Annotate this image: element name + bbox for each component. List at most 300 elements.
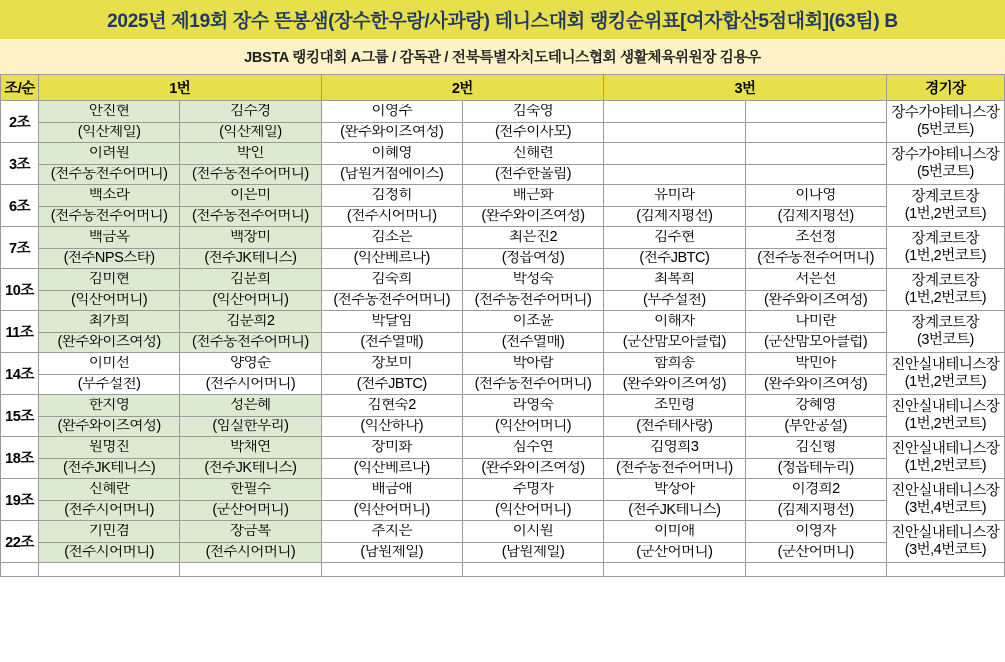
player-name-cell (745, 353, 886, 375)
player-name: 김수경 (230, 103, 271, 119)
player-name-cell (180, 521, 321, 543)
player-name: 박채연 (230, 439, 271, 455)
player-name-cell (604, 437, 745, 459)
player-name-cell (38, 437, 179, 459)
player-club: (정읍테누리) (777, 460, 854, 476)
player-name: 박민아 (795, 355, 836, 371)
court-venue: 장수가야테니스장 (891, 146, 1000, 163)
table-row (1, 395, 1005, 417)
court-venue: 진안실내테니스장 (891, 482, 1000, 499)
player-club-cell (745, 543, 886, 563)
player-name: 백금옥 (88, 229, 130, 245)
court-cell (886, 521, 1004, 563)
player-club-cell (180, 459, 321, 479)
player-club: (익산어머니) (353, 502, 430, 518)
player-name-cell (180, 269, 321, 291)
player-name-cell (38, 269, 179, 291)
court-cell (886, 395, 1004, 437)
group-cell: 7조 (1, 227, 39, 269)
player-name-cell (180, 227, 321, 249)
player-club-cell (604, 459, 745, 479)
court-number: (3번,4번코트) (904, 541, 987, 558)
player-club-cell (321, 543, 462, 563)
player-club-cell (38, 543, 179, 563)
player-name-cell (321, 227, 462, 249)
table-body (1, 101, 1005, 577)
player-name: 박아람 (512, 355, 554, 371)
player-name-cell (38, 353, 179, 375)
player-club: (완주와이즈여성) (481, 460, 585, 476)
table-row (1, 479, 1005, 501)
player-name-cell (180, 437, 321, 459)
player-club: (익산제일) (219, 124, 282, 140)
player-club-cell (462, 375, 603, 395)
player-name: 박달임 (371, 313, 412, 329)
player-name-cell (321, 437, 462, 459)
player-name-cell (462, 437, 603, 459)
court-cell (886, 143, 1004, 185)
player-name: 박성숙 (512, 271, 554, 287)
player-club: (익산베르나) (353, 250, 430, 266)
player-name-cell (321, 101, 462, 123)
player-club-cell (38, 291, 179, 311)
player-name: 김신형 (795, 439, 836, 455)
player-club: (전주시어머니) (64, 502, 154, 518)
player-name: 서은선 (795, 271, 836, 287)
player-club-cell (745, 165, 886, 185)
player-club-cell (604, 165, 745, 185)
court-venue: 진안실내테니스장 (891, 440, 1000, 457)
court-cell (886, 185, 1004, 227)
player-name: 양영순 (230, 355, 271, 371)
player-name: 성은혜 (230, 397, 271, 413)
player-club-cell (462, 291, 603, 311)
player-name: 김숙영 (512, 103, 554, 119)
court-venue: 진안실내테니스장 (891, 356, 1000, 373)
player-club-cell (321, 333, 462, 353)
player-club-cell (745, 291, 886, 311)
table-bottom-strip (1, 563, 1005, 577)
blank-cell (321, 563, 462, 577)
player-name: 원명진 (88, 439, 130, 455)
player-name: 심수연 (512, 439, 554, 455)
player-name-cell (180, 143, 321, 165)
player-club: (임실한우리) (212, 418, 289, 434)
player-name-cell (180, 101, 321, 123)
player-name: 이은미 (230, 187, 271, 203)
player-club: (군산어머니) (212, 502, 289, 518)
player-name: 장금복 (230, 523, 271, 539)
court-cell (886, 311, 1004, 353)
player-club: (전주동전주어머니) (474, 292, 592, 308)
player-name-cell (321, 143, 462, 165)
player-name-cell (180, 353, 321, 375)
player-name-cell (604, 521, 745, 543)
player-name: 김현숙2 (367, 397, 416, 413)
player-name: 이려원 (88, 145, 130, 161)
player-club-cell (180, 291, 321, 311)
player-club: (전주테사랑) (636, 418, 713, 434)
player-name: 박상아 (654, 481, 695, 497)
player-name: 기민겸 (88, 523, 130, 539)
player-club: (완주와이즈여성) (481, 208, 585, 224)
court-cell (886, 437, 1004, 479)
player-name: 이영주 (371, 103, 412, 119)
court-number: (1번,2번코트) (904, 415, 987, 432)
player-club: (남원제일) (501, 544, 565, 560)
player-club-cell (604, 207, 745, 227)
player-name-cell (321, 311, 462, 333)
player-club: (완주와이즈여성) (622, 376, 726, 392)
player-name-cell (745, 227, 886, 249)
player-club-cell (745, 249, 886, 269)
player-name-cell (745, 185, 886, 207)
table-row-club (1, 291, 1005, 311)
player-name-cell (321, 521, 462, 543)
group-cell: 10조 (1, 269, 39, 311)
player-name: 박인 (236, 145, 264, 161)
table-row (1, 227, 1005, 249)
blank-cell (886, 563, 1004, 577)
column-header-seat1: 1번 (38, 75, 321, 101)
player-name: 최가희 (88, 313, 130, 329)
player-club-cell (180, 249, 321, 269)
player-club: (전주시어머니) (64, 544, 154, 560)
player-club-cell (321, 501, 462, 521)
player-club: (김제지평선) (636, 208, 713, 224)
player-name: 장미화 (371, 439, 412, 455)
player-name: 배근화 (512, 187, 554, 203)
player-club: (전주동전주어머니) (192, 166, 309, 182)
player-club-cell (38, 459, 179, 479)
player-club-cell (604, 501, 745, 521)
player-club: (완주와이즈여성) (764, 376, 868, 392)
player-name: 이나영 (795, 187, 836, 203)
court-number: (5번코트) (917, 163, 974, 180)
player-club: (전주JK테니스) (204, 250, 297, 266)
court-cell (886, 269, 1004, 311)
player-club-cell (604, 123, 745, 143)
player-name: 추지은 (371, 523, 412, 539)
player-club-cell (745, 333, 886, 353)
court-number: (3번코트) (917, 331, 974, 348)
table-row (1, 143, 1005, 165)
player-club-cell (180, 417, 321, 437)
player-name-cell (321, 479, 462, 501)
player-name: 강혜영 (795, 397, 836, 413)
player-club-cell (180, 375, 321, 395)
court-number: (1번,2번코트) (904, 205, 987, 222)
player-club-cell (745, 501, 886, 521)
player-name: 한필수 (230, 481, 271, 497)
court-cell (886, 479, 1004, 521)
player-name-cell (745, 101, 886, 123)
player-club-cell (462, 543, 603, 563)
table-row-club (1, 459, 1005, 479)
player-name-cell (462, 353, 603, 375)
court-venue: 장계코트장 (911, 272, 980, 289)
table-row (1, 269, 1005, 291)
player-name-cell (321, 185, 462, 207)
player-club: (전주시어머니) (205, 376, 296, 392)
player-name-cell (321, 269, 462, 291)
court-cell (886, 227, 1004, 269)
group-cell: 6조 (1, 185, 39, 227)
player-club-cell (745, 375, 886, 395)
player-name: 이해자 (654, 313, 695, 329)
player-club: (부안공설) (784, 418, 847, 434)
player-name: 이미선 (88, 355, 130, 371)
player-name-cell (462, 395, 603, 417)
table-header (1, 75, 1005, 101)
player-club: (전주시어머니) (346, 208, 437, 224)
player-name: 김정히 (371, 187, 412, 203)
column-header-seat2: 2번 (321, 75, 604, 101)
court-venue: 장계코트장 (911, 230, 980, 247)
player-name-cell (462, 269, 603, 291)
player-name-cell (321, 353, 462, 375)
player-name: 김소은 (371, 229, 412, 245)
player-club: (전주JK테니스) (628, 502, 721, 518)
court-venue: 장계코트장 (911, 314, 980, 331)
player-name: 김영희3 (650, 439, 699, 455)
player-club: (완주와이즈여성) (57, 418, 161, 434)
table-row-club (1, 375, 1005, 395)
player-club: (전주시어머니) (205, 544, 296, 560)
player-club-cell (462, 333, 603, 353)
player-name-cell (604, 353, 745, 375)
player-club: (전주이사모) (494, 124, 572, 140)
player-club-cell (462, 207, 603, 227)
player-name: 신혜란 (88, 481, 130, 497)
court-number: (5번코트) (917, 121, 974, 138)
player-club-cell (321, 459, 462, 479)
blank-cell (604, 563, 745, 577)
player-club: (익산하나) (360, 418, 424, 434)
group-cell: 14조 (1, 353, 39, 395)
player-name-cell (604, 227, 745, 249)
player-name-cell (38, 143, 179, 165)
player-club: (전주열매) (501, 334, 565, 350)
player-club: (전주동전주어머니) (474, 376, 592, 392)
player-club-cell (38, 123, 179, 143)
player-name-cell (462, 227, 603, 249)
player-club-cell (38, 501, 179, 521)
blank-cell (1, 563, 39, 577)
player-name-cell (462, 185, 603, 207)
player-name-cell (38, 395, 179, 417)
player-name: 배금애 (371, 481, 412, 497)
table-row-club (1, 333, 1005, 353)
player-name-cell (745, 521, 886, 543)
player-name: 백소라 (88, 187, 130, 203)
player-club: (익산어머니) (494, 502, 572, 518)
player-name: 안진현 (88, 103, 130, 119)
blank-cell (180, 563, 321, 577)
player-name-cell (745, 437, 886, 459)
group-cell: 3조 (1, 143, 39, 185)
player-name-cell (745, 311, 886, 333)
player-club: (군산맘모아클럽) (622, 334, 726, 350)
player-club: (익산제일) (77, 124, 141, 140)
player-club-cell (321, 249, 462, 269)
table-row (1, 185, 1005, 207)
player-club-cell (462, 249, 603, 269)
player-name-cell (321, 395, 462, 417)
table-row (1, 311, 1005, 333)
player-name: 이미애 (654, 523, 695, 539)
player-club: (군산맘모아클럽) (764, 334, 868, 350)
table-row (1, 521, 1005, 543)
group-cell: 22조 (1, 521, 39, 563)
blank-cell (745, 563, 886, 577)
player-club-cell (462, 417, 603, 437)
court-number: (3번,4번코트) (904, 499, 987, 516)
court-venue: 진안실내테니스장 (891, 398, 1000, 415)
player-club-cell (321, 165, 462, 185)
player-name: 이조윤 (512, 313, 554, 329)
player-club: (완주와이즈여성) (764, 292, 868, 308)
player-club-cell (462, 501, 603, 521)
player-club: (전주동전주어머니) (615, 460, 733, 476)
court-number: (1번,2번코트) (904, 373, 987, 390)
player-name-cell (462, 479, 603, 501)
player-name-cell (38, 521, 179, 543)
player-club-cell (745, 123, 886, 143)
player-club-cell (462, 459, 603, 479)
player-name: 조선정 (795, 229, 836, 245)
player-name: 김미현 (88, 271, 130, 287)
player-name: 신해련 (512, 145, 554, 161)
player-name-cell (604, 185, 745, 207)
player-club-cell (180, 501, 321, 521)
player-club: (완주와이즈여성) (340, 124, 444, 140)
player-name-cell (38, 479, 179, 501)
player-club-cell (321, 291, 462, 311)
player-name-cell (745, 395, 886, 417)
court-venue: 장계코트장 (911, 188, 980, 205)
player-club: (무주설천) (643, 292, 706, 308)
table-row-club (1, 165, 1005, 185)
group-cell: 18조 (1, 437, 39, 479)
blank-cell (462, 563, 603, 577)
player-name-cell (745, 269, 886, 291)
player-club: (전주JBTC) (639, 250, 710, 266)
player-club-cell (38, 375, 179, 395)
player-name-cell (604, 311, 745, 333)
player-club-cell (321, 375, 462, 395)
table-row-club (1, 417, 1005, 437)
player-name: 주명자 (512, 481, 554, 497)
blank-cell (38, 563, 179, 577)
player-club-cell (180, 123, 321, 143)
player-club-cell (180, 165, 321, 185)
player-club: (익산어머니) (212, 292, 289, 308)
player-name: 이영자 (795, 523, 836, 539)
player-club: (전주동전주어머니) (192, 334, 309, 350)
player-club-cell (38, 165, 179, 185)
player-club-cell (321, 123, 462, 143)
player-name: 조민령 (654, 397, 695, 413)
player-club: (전주동전주어머니) (757, 250, 875, 266)
player-club-cell (745, 459, 886, 479)
player-club-cell (462, 123, 603, 143)
player-name-cell (38, 227, 179, 249)
player-club: (전주JBTC) (356, 376, 427, 392)
page-subtitle: JBSTA 랭킹대회 A그룹 / 감독관 / 전북특별자치도테니스협회 생활체육위원장 김용우 (0, 40, 1005, 74)
player-name-cell (180, 185, 321, 207)
player-club-cell (604, 375, 745, 395)
player-club-cell (604, 249, 745, 269)
table-row-club (1, 123, 1005, 143)
player-club: (전주JK테니스) (63, 460, 156, 476)
player-name: 라영숙 (512, 397, 554, 413)
group-cell: 19조 (1, 479, 39, 521)
page-title: 2025년 제19회 장수 뜬봉샘(장수한우랑/사과랑) 테니스대회 랭킹순위표[여자합산5점대회](63팀) B (0, 0, 1005, 40)
player-club-cell (38, 207, 179, 227)
player-name: 함희송 (654, 355, 695, 371)
player-club-cell (604, 291, 745, 311)
player-name: 한지영 (88, 397, 130, 413)
table-row (1, 101, 1005, 123)
player-name-cell (180, 395, 321, 417)
court-number: (1번,2번코트) (904, 457, 987, 474)
player-name-cell (604, 143, 745, 165)
player-name-cell (38, 185, 179, 207)
table-row-club (1, 543, 1005, 563)
player-club: (전주동전주어머니) (192, 208, 309, 224)
player-name-cell (462, 143, 603, 165)
player-club: (김제지평선) (777, 502, 854, 518)
court-number: (1번,2번코트) (904, 247, 987, 264)
player-name: 김문희 (230, 271, 271, 287)
player-club-cell (462, 165, 603, 185)
player-name-cell (38, 101, 179, 123)
court-number: (1번,2번코트) (904, 289, 987, 306)
player-club-cell (180, 543, 321, 563)
player-name-cell (462, 101, 603, 123)
player-club: (남원거점에이스) (340, 166, 444, 182)
player-name-cell (180, 479, 321, 501)
player-name: 김문희2 (226, 313, 275, 329)
table-row-club (1, 501, 1005, 521)
player-club-cell (38, 333, 179, 353)
player-name: 이경희2 (791, 481, 840, 497)
group-cell: 2조 (1, 101, 39, 143)
group-cell: 11조 (1, 311, 39, 353)
player-club: (군산어머니) (636, 544, 713, 560)
group-cell: 15조 (1, 395, 39, 437)
player-name-cell (462, 521, 603, 543)
player-name-cell (604, 395, 745, 417)
player-club-cell (604, 417, 745, 437)
player-club: (전주열매) (360, 334, 424, 350)
player-name: 이혜영 (371, 145, 412, 161)
column-header-group: 조/순 (1, 75, 39, 101)
court-cell (886, 101, 1004, 143)
player-club: (익산어머니) (494, 418, 572, 434)
player-club-cell (180, 333, 321, 353)
player-name: 나미란 (795, 313, 836, 329)
player-name-cell (604, 269, 745, 291)
player-name: 김숙희 (371, 271, 412, 287)
player-club: (전주JK테니스) (204, 460, 297, 476)
player-club-cell (745, 417, 886, 437)
player-name-cell (180, 311, 321, 333)
player-club: (전주동전주어머니) (50, 166, 168, 182)
ranking-table (0, 74, 1005, 577)
player-name: 백장미 (230, 229, 271, 245)
